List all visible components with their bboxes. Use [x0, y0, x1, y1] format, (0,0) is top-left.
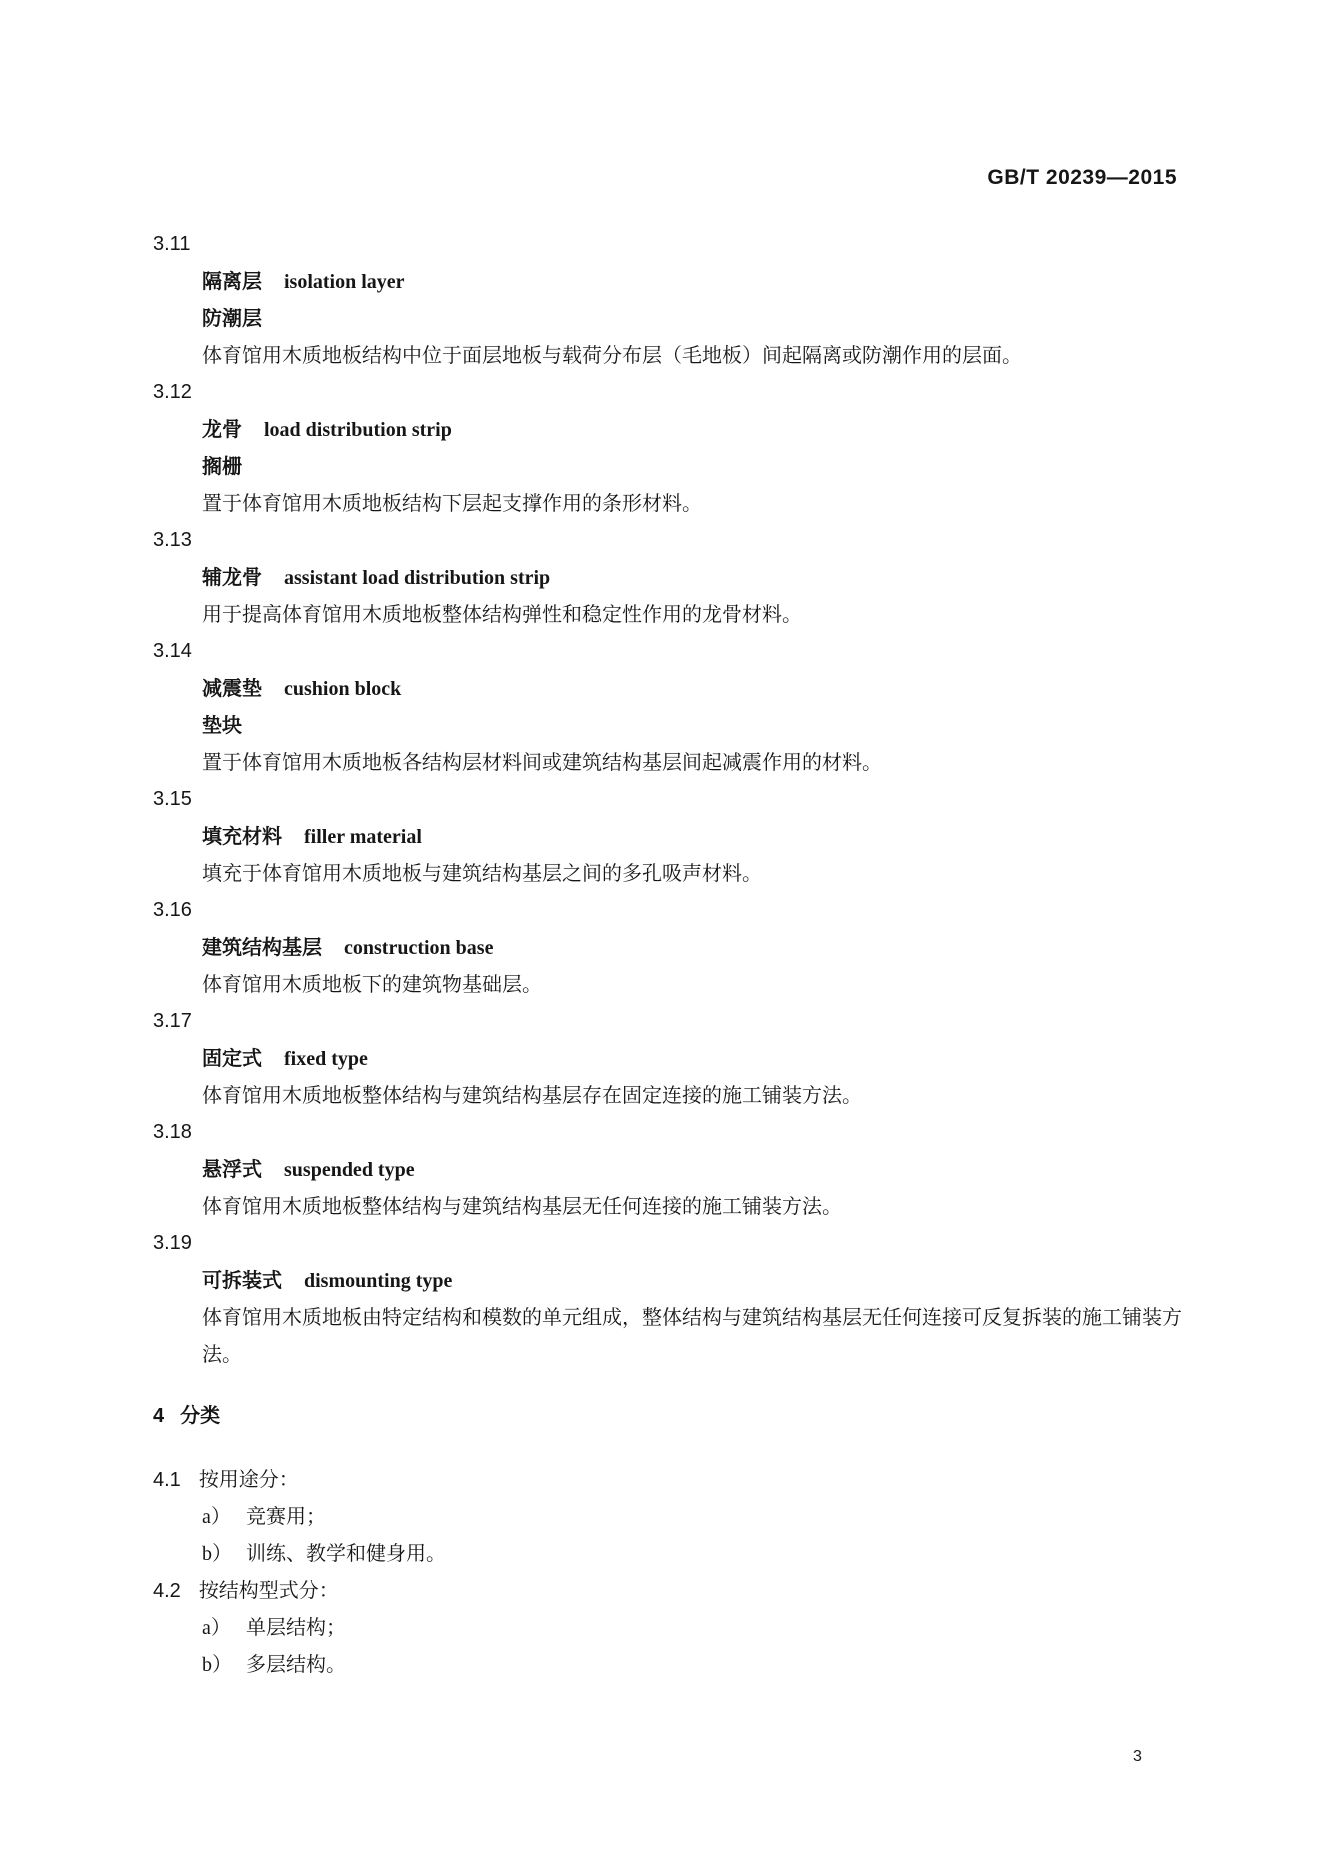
term-zh: 固定式 [202, 1046, 262, 1070]
term-zh: 隔离层 [202, 269, 262, 293]
term-number: 3.18 [153, 1121, 192, 1143]
term-zh: 辅龙骨 [202, 565, 262, 589]
term-entry [153, 781, 1183, 892]
section-heading [153, 1397, 1183, 1434]
list-item [153, 1609, 1183, 1646]
term-number: 3.12 [153, 381, 192, 403]
term-number: 3.19 [153, 1232, 192, 1254]
subclause [153, 1461, 1183, 1498]
page-number: 3 [1133, 1748, 1142, 1765]
term-number: 3.15 [153, 788, 192, 810]
section-number: 4 [153, 1405, 165, 1427]
term-heading [153, 411, 1183, 448]
term-heading [153, 818, 1183, 855]
term-zh: 减震垫 [202, 676, 262, 700]
subclause [153, 1572, 1183, 1609]
term-en: suspended type [284, 1159, 415, 1181]
term-en: assistant load distribution strip [284, 567, 551, 589]
term-definition: 体育馆用木质地板下的建筑物基础层。 [202, 972, 542, 996]
term-heading [153, 263, 1183, 300]
term-en: dismounting type [304, 1270, 453, 1292]
term-definition: 置于体育馆用木质地板各结构层材料间或建筑结构基层间起减震作用的材料。 [202, 750, 882, 774]
term-en: construction base [344, 937, 494, 959]
term-definition: 置于体育馆用木质地板结构下层起支撑作用的条形材料。 [202, 491, 702, 515]
term-synonym: 垫块 [202, 713, 242, 737]
term-heading [153, 1151, 1183, 1188]
term-en: fixed type [284, 1048, 368, 1070]
standard-code: GB/T 20239—2015 [987, 166, 1177, 189]
term-en: load distribution strip [264, 419, 452, 441]
list-item-text: 竞赛用； [246, 1504, 326, 1528]
term-number: 3.14 [153, 640, 192, 662]
list-item-text: 训练、教学和健身用。 [246, 1541, 446, 1565]
term-heading [153, 670, 1183, 707]
list-item-label: a） [202, 1617, 231, 1639]
term-synonym: 搁栅 [202, 454, 242, 478]
list-item [153, 1646, 1183, 1683]
term-entry [153, 1225, 1183, 1373]
subclause-text: 按结构型式分： [198, 1578, 339, 1602]
list-item-text: 单层结构； [246, 1615, 346, 1639]
subclause-number: 4.2 [153, 1580, 181, 1602]
term-en: isolation layer [284, 271, 405, 293]
term-number: 3.13 [153, 529, 192, 551]
term-definition: 体育馆用木质地板整体结构与建筑结构基层无任何连接的施工铺装方法。 [202, 1194, 842, 1218]
term-entry [153, 1114, 1183, 1225]
term-definition: 填充于体育馆用木质地板与建筑结构基层之间的多孔吸声材料。 [202, 861, 762, 885]
term-zh: 悬浮式 [202, 1157, 262, 1181]
term-definition: 体育馆用木质地板由特定结构和模数的单元组成，整体结构与建筑结构基层无任何连接可反复拆装的施工铺装方法。 [202, 1305, 1182, 1366]
list-item-label: a） [202, 1506, 231, 1528]
list-item-label: b） [202, 1654, 232, 1676]
term-entry [153, 633, 1183, 781]
subclause-number: 4.1 [153, 1469, 181, 1491]
term-zh: 龙骨 [202, 417, 242, 441]
term-definition: 用于提高体育馆用木质地板整体结构弹性和稳定性作用的龙骨材料。 [202, 602, 802, 626]
term-number: 3.16 [153, 899, 192, 921]
term-zh: 填充材料 [202, 824, 282, 848]
term-entry [153, 1003, 1183, 1114]
term-synonym: 防潮层 [202, 306, 262, 330]
section-title: 分类 [180, 1403, 221, 1427]
list-item [153, 1535, 1183, 1572]
list-item-label: b） [202, 1543, 232, 1565]
term-entry [153, 226, 1183, 374]
page-content [153, 226, 1183, 1683]
term-definition: 体育馆用木质地板整体结构与建筑结构基层存在固定连接的施工铺装方法。 [202, 1083, 862, 1107]
term-heading [153, 559, 1183, 596]
list-item [153, 1498, 1183, 1535]
list-item-text: 多层结构。 [246, 1652, 346, 1676]
term-entry [153, 522, 1183, 633]
subclause-text: 按用途分： [198, 1467, 299, 1491]
term-zh: 建筑结构基层 [202, 935, 322, 959]
term-number: 3.11 [153, 233, 191, 255]
term-heading [153, 1040, 1183, 1077]
term-entry [153, 892, 1183, 1003]
term-heading [153, 1262, 1183, 1299]
term-entry [153, 374, 1183, 522]
term-heading [153, 929, 1183, 966]
term-en: filler material [304, 826, 422, 848]
term-zh: 可拆装式 [202, 1268, 282, 1292]
term-number: 3.17 [153, 1010, 192, 1032]
term-en: cushion block [284, 678, 402, 700]
term-definition: 体育馆用木质地板结构中位于面层地板与载荷分布层（毛地板）间起隔离或防潮作用的层面。 [202, 343, 1022, 367]
